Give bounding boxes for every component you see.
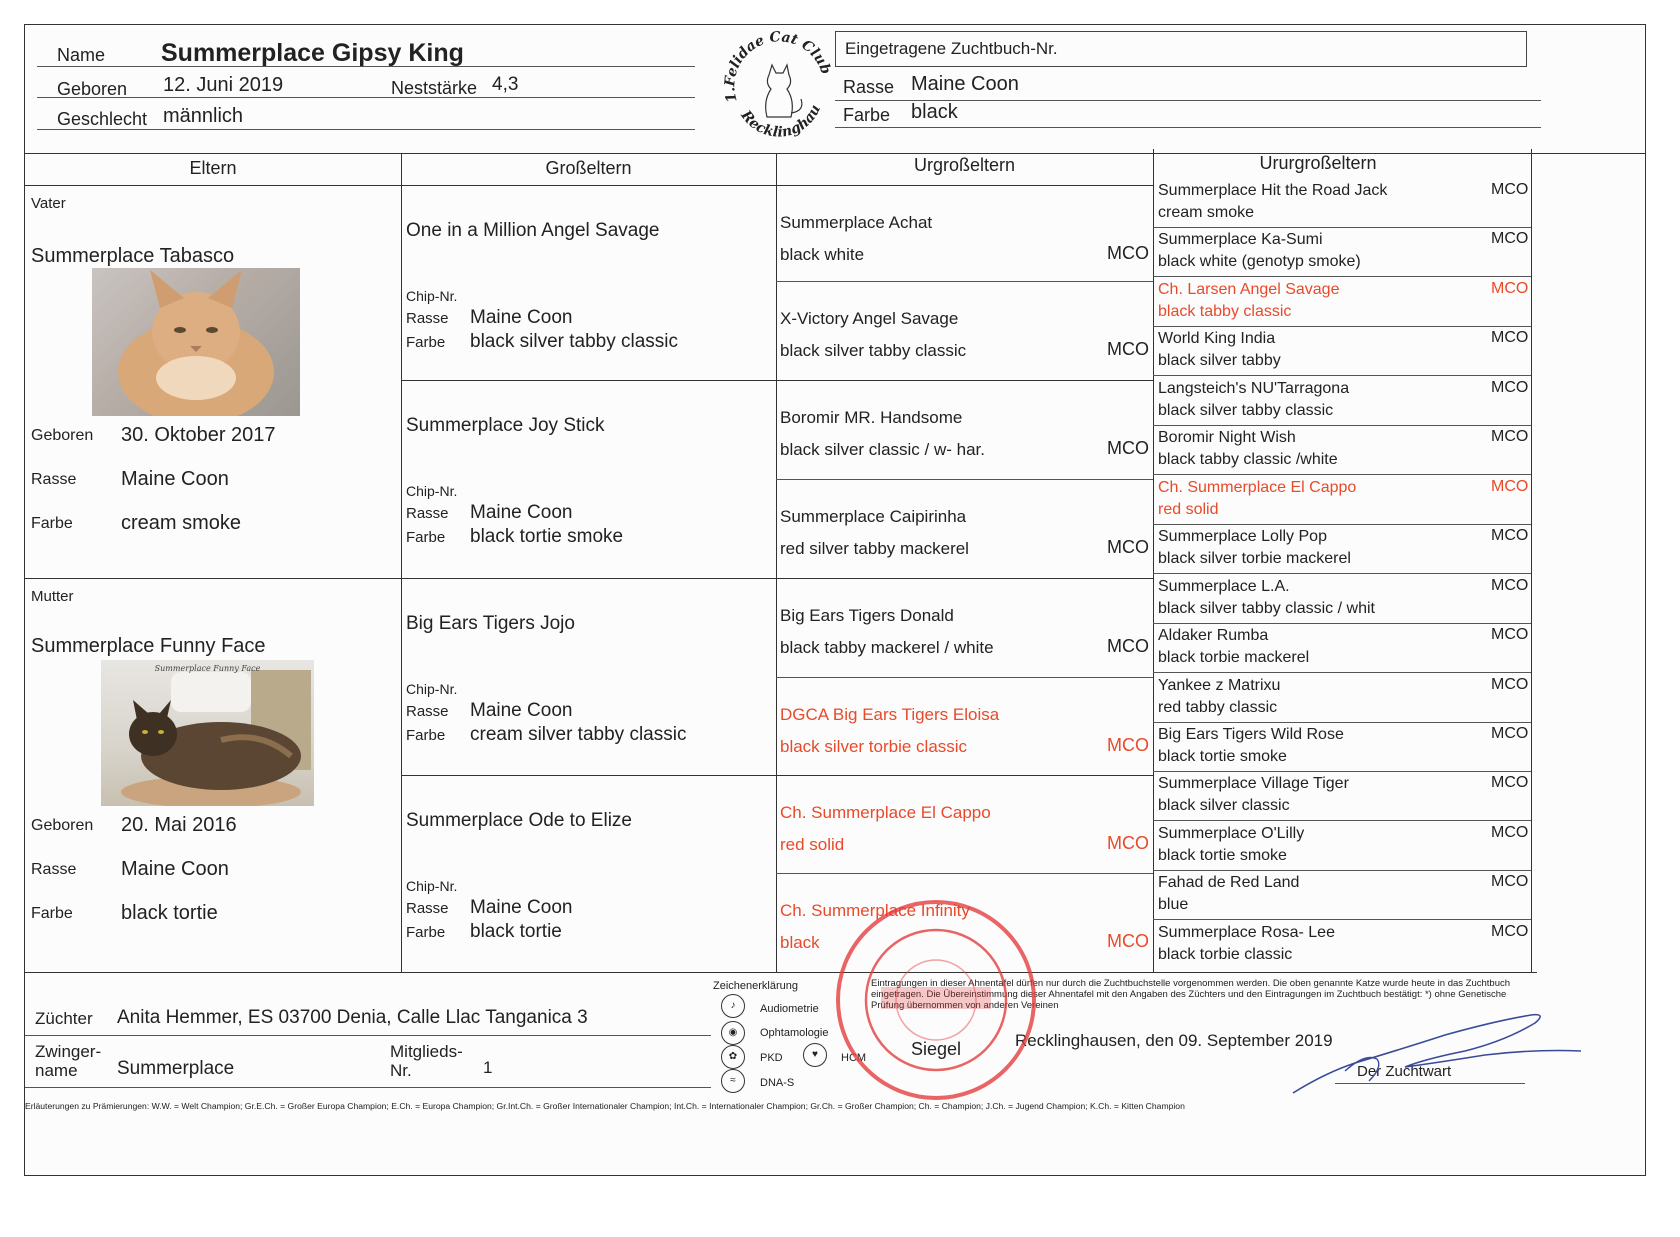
sire-photo xyxy=(92,268,300,416)
sex-value: männlich xyxy=(163,105,244,127)
great-grandparent-breed: MCO xyxy=(1107,833,1149,853)
great-grandparent-breed: MCO xyxy=(1107,636,1149,656)
great-grandparent-color: red silver tabby mackerel xyxy=(780,539,969,558)
great-grandparent-breed: MCO xyxy=(1107,931,1149,951)
grandparent-breed: Maine Coon xyxy=(470,502,573,523)
dam-name: Summerplace Funny Face xyxy=(31,635,266,657)
great-great-grandparent-name: Langsteich's NU'Tarragona xyxy=(1158,379,1350,397)
great-grandparent-name: X-Victory Angel Savage xyxy=(780,309,959,328)
row-divider xyxy=(1153,672,1531,673)
great-great-grandparent-breed: MCO xyxy=(1491,181,1529,198)
great-great-grandparent-breed: MCO xyxy=(1491,626,1529,644)
grandparent-color-label: Farbe xyxy=(406,727,446,744)
row-divider xyxy=(1153,326,1531,327)
great-great-grandparent-color: blue xyxy=(1158,896,1189,914)
dam-born-label: Geboren xyxy=(31,817,94,834)
sire-role: Vater xyxy=(31,195,66,212)
great-grandparent-breed: MCO xyxy=(1107,339,1149,359)
svg-text:1.Felidae Cat Club e.V. xyxy=(717,31,834,104)
grandparent-breed: Maine Coon xyxy=(470,897,573,918)
dam-photo xyxy=(101,660,314,806)
great-great-grandparent-breed: MCO xyxy=(1491,279,1529,297)
great-great-grandparent-name: Fahad de Red Land xyxy=(1158,874,1300,892)
grandparent-color: black tortie smoke xyxy=(470,526,624,547)
great-grandparent-breed: MCO xyxy=(1107,537,1149,557)
sire-name: Summerplace Tabasco xyxy=(31,245,235,267)
great-great-grandparent-breed: MCO xyxy=(1491,527,1529,545)
great-great-grandparent-breed: MCO xyxy=(1491,823,1529,841)
great-great-grandparent-color: black silver classic xyxy=(1158,797,1290,815)
great-great-grandparent-breed: MCO xyxy=(1491,230,1529,248)
row-divider xyxy=(1153,375,1531,376)
great-great-grandparent-name: Summerplace Ka-Sumi xyxy=(1158,231,1323,249)
grandparent-chip-label: Chip-Nr. xyxy=(406,681,458,697)
grandparent-name: Summerplace Joy Stick xyxy=(406,415,605,436)
great-grandparent-name: Summerplace Caipirinha xyxy=(780,507,967,526)
grandparent-breed: Maine Coon xyxy=(470,307,573,328)
registry-label: Eingetragene Zuchtbuch-Nr. xyxy=(845,39,1058,58)
great-grandparent-color: black xyxy=(780,933,820,952)
dna-icon: ≈ xyxy=(721,1069,745,1093)
great-great-grandparent-color: black tortie smoke xyxy=(1158,747,1287,765)
grandparent-chip-label: Chip-Nr. xyxy=(406,288,458,304)
dam-photo-caption: Summerplace Funny Face xyxy=(154,664,261,673)
great-great-grandparent-breed: MCO xyxy=(1491,724,1529,742)
great-great-grandparent-name: Big Ears Tigers Wild Rose xyxy=(1158,725,1344,743)
legend-hcm: HCM xyxy=(841,1052,867,1064)
great-grandparent-color: black silver classic / w- har. xyxy=(780,440,985,459)
great-grandparent-name: Ch. Summerplace Infinity xyxy=(780,901,970,920)
legend-pkd: PKD xyxy=(760,1052,783,1064)
dam-color-label: Farbe xyxy=(31,905,73,922)
row-divider xyxy=(1153,771,1531,772)
breed-label: Rasse xyxy=(843,77,895,97)
column-great-grandparents: Urgroßeltern xyxy=(913,155,1016,175)
cat-silhouette-icon xyxy=(766,65,802,117)
dam-role: Mutter xyxy=(31,588,74,605)
great-great-grandparent-color: red tabby classic xyxy=(1158,698,1278,716)
row-divider xyxy=(1153,573,1531,574)
litter-value: 4,3 xyxy=(492,74,519,95)
signature-label: Der Zuchtwart xyxy=(1357,1063,1452,1080)
row-divider xyxy=(1153,820,1531,821)
great-great-grandparent-color: black tabby classic /white xyxy=(1158,451,1338,469)
row-divider xyxy=(1153,623,1531,624)
grandparent-breed-label: Rasse xyxy=(406,900,449,917)
great-grandparent-color: black silver torbie classic xyxy=(780,737,968,756)
born-label: Geboren xyxy=(57,79,128,99)
great-great-grandparent-breed: MCO xyxy=(1491,428,1529,446)
great-great-grandparent-name: Aldaker Rumba xyxy=(1158,627,1269,645)
great-great-grandparent-color: cream smoke xyxy=(1158,204,1255,221)
great-great-grandparent-color: black silver tabby xyxy=(1158,352,1281,370)
great-grandparent-color: black silver tabby classic xyxy=(780,341,967,360)
row-divider xyxy=(1153,425,1531,426)
grandparent-color-label: Farbe xyxy=(406,529,446,546)
great-grandparent-breed: MCO xyxy=(1107,438,1149,458)
dam-color: black tortie xyxy=(121,902,218,924)
club-logo xyxy=(717,31,837,151)
great-grandparent-breed: MCO xyxy=(1107,243,1149,263)
sire-breed-label: Rasse xyxy=(31,471,77,488)
great-great-grandparent-color: black white (genotyp smoke) xyxy=(1158,253,1361,271)
great-great-grandparent-breed: MCO xyxy=(1491,477,1529,495)
grandparent-name: One in a Million Angel Savage xyxy=(406,220,660,241)
grandparent-color: black tortie xyxy=(470,921,562,942)
great-great-grandparent-color: red solid xyxy=(1158,500,1219,518)
great-great-grandparent-breed: MCO xyxy=(1491,922,1529,940)
great-grandparent-breed: MCO xyxy=(1107,735,1149,755)
great-great-grandparent-breed: MCO xyxy=(1491,329,1529,347)
breeder-value: Anita Hemmer, ES 03700 Denia, Calle Llac Tanganica 3 xyxy=(117,1007,588,1028)
cattery-label xyxy=(35,1042,101,1080)
grandparent-breed-label: Rasse xyxy=(406,310,449,327)
great-great-grandparent-name: Summerplace L.A. xyxy=(1158,577,1290,595)
great-grandparent-color: black tabby mackerel / white xyxy=(780,638,994,657)
grandparent-breed-label: Rasse xyxy=(406,703,449,720)
column-parents: Eltern xyxy=(189,158,237,178)
dam-breed-label: Rasse xyxy=(31,861,77,878)
dam-breed: Maine Coon xyxy=(121,858,229,880)
grandparent-name: Summerplace Ode to Elize xyxy=(406,810,632,831)
great-great-grandparent-name: Ch. Summerplace El Cappo xyxy=(1158,478,1357,496)
row-divider xyxy=(1153,227,1531,228)
ophtamologie-icon: ◉ xyxy=(721,1021,745,1045)
pkd-icon: ✿ xyxy=(721,1045,745,1069)
club-stamp-icon xyxy=(831,895,1041,1105)
great-great-grandparent-color: black torbie classic xyxy=(1158,945,1293,963)
great-grandparent-color: red solid xyxy=(780,835,845,854)
great-great-grandparent-color: black silver tabby classic / whit xyxy=(1158,599,1375,617)
member-label-2: Nr. xyxy=(390,1061,412,1080)
breed-value: Maine Coon xyxy=(911,73,1019,95)
great-great-grandparent-color: black silver torbie mackerel xyxy=(1158,550,1351,568)
legend-title: Zeichenerklärung xyxy=(713,980,798,992)
grandparent-breed: Maine Coon xyxy=(470,700,573,721)
grandparent-color-label: Farbe xyxy=(406,334,446,351)
great-great-grandparent-name: Boromir Night Wish xyxy=(1158,429,1296,447)
color-value: black xyxy=(911,101,958,123)
great-great-grandparent-breed: MCO xyxy=(1491,774,1529,792)
pedigree-certificate xyxy=(24,24,1646,1176)
great-grandparent-color: black white xyxy=(780,245,865,264)
certification-notice: Eintragungen in dieser Ahnentafel dürfen nur durch die Zuchtbuchstelle vorgenommen werden. Die oben genannte Katze wurde heute in das Zuchtbuch eingetragen. Die Übereinstimmung dieser Ahnentafel mit den Angaben des Züchters und den Eintragungen im Zuchtbuch bestätigt: *) ohne Genetische Prüfung übernommen von anderen Vereinen xyxy=(871,978,1511,1011)
color-label: Farbe xyxy=(843,105,891,125)
member-label-1: Mitglieds- xyxy=(390,1042,463,1061)
place-date: Recklinghausen, den 09. September 2019 xyxy=(1015,1031,1333,1050)
great-great-grandparent-color: black tortie smoke xyxy=(1158,846,1287,864)
sire-born-label: Geboren xyxy=(31,427,94,444)
legend-ophtamologie: Ophtamologie xyxy=(760,1027,829,1039)
row-divider xyxy=(1153,524,1531,525)
column-grandparents: Großeltern xyxy=(545,158,632,178)
sire-color-label: Farbe xyxy=(31,515,73,532)
great-great-grandparent-name: Summerplace O'Lilly xyxy=(1158,824,1305,842)
abbreviations-note: Erläuterungen zu Prämierungen: W.W. = Welt Champion; Gr.E.Ch. = Großer Europa Champion; E.Ch. = Europa Champion; Gr.Int.Ch. = Großer Internationaler Champion; Int.Ch. = Internationaler Champion; Gr.Ch. = Großer Champion; Ch. = Champion; J.Ch. = Jugend Champion; K.Ch. = Kitten Champion xyxy=(25,1101,1185,1111)
great-great-grandparent-name: Summerplace Hit the Road Jack xyxy=(1158,182,1388,199)
hcm-icon: ♥ xyxy=(803,1043,827,1067)
litter-label: Neststärke xyxy=(391,78,478,98)
dam-born: 20. Mai 2016 xyxy=(121,814,237,836)
grandparent-chip-label: Chip-Nr. xyxy=(406,483,458,499)
audiometrie-icon: ♪ xyxy=(721,994,745,1018)
great-great-grandparent-breed: MCO xyxy=(1491,576,1529,594)
great-great-grandparent-breed: MCO xyxy=(1491,873,1529,891)
great-great-grandparent-color: black tabby classic xyxy=(1158,302,1292,320)
legend-audiometrie: Audiometrie xyxy=(760,1003,819,1015)
great-grandparent-name: Summerplace Achat xyxy=(780,213,933,232)
great-great-grandparent-breed: MCO xyxy=(1491,378,1529,396)
cat-name: Summerplace Gipsy King xyxy=(161,39,464,67)
grandparent-color-label: Farbe xyxy=(406,924,446,941)
sire-color: cream smoke xyxy=(121,512,242,534)
member-label xyxy=(390,1042,463,1080)
great-great-grandparent-name: Summerplace Lolly Pop xyxy=(1158,528,1327,546)
grandparent-color: cream silver tabby classic xyxy=(470,724,687,745)
cattery-label-2: name xyxy=(35,1061,78,1080)
great-grandparent-name: DGCA Big Ears Tigers Eloisa xyxy=(780,705,1000,724)
row-divider xyxy=(1153,722,1531,723)
cattery-label-1: Zwinger- xyxy=(35,1042,102,1061)
club-logo-text-top: 1.Felidae Cat Club xyxy=(722,31,834,104)
great-great-grandparent-color: black silver tabby classic xyxy=(1158,401,1334,419)
row-divider xyxy=(1153,276,1531,277)
legend-dna: DNA-S xyxy=(760,1077,795,1089)
great-great-grandparent-breed: MCO xyxy=(1491,675,1529,693)
grandparent-breed-label: Rasse xyxy=(406,505,449,522)
great-great-grandparent-name: Ch. Larsen Angel Savage xyxy=(1158,280,1340,298)
seal-label: Siegel xyxy=(911,1039,962,1059)
grandparent-chip-label: Chip-Nr. xyxy=(406,878,458,894)
club-logo-text-bottom: Recklinghau xyxy=(737,102,825,141)
sire-born: 30. Oktober 2017 xyxy=(121,424,276,446)
member-value: 1 xyxy=(483,1058,493,1077)
cattery-value: Summerplace xyxy=(117,1058,235,1079)
born-value: 12. Juni 2019 xyxy=(163,74,284,96)
row-divider xyxy=(1153,474,1531,475)
row-divider xyxy=(1153,919,1531,920)
great-great-grandparent-name: Yankee z Matrixu xyxy=(1158,676,1281,694)
row-divider xyxy=(1153,870,1531,871)
great-great-grandparent-name: Summerplace Village Tiger xyxy=(1158,775,1349,793)
name-label: Name xyxy=(57,45,106,65)
grandparent-name: Big Ears Tigers Jojo xyxy=(406,613,575,634)
breeder-label: Züchter xyxy=(35,1009,93,1028)
great-grandparent-name: Big Ears Tigers Donald xyxy=(780,606,954,625)
column-great-great-grandparents: Ururgroßeltern xyxy=(1259,153,1377,173)
sire-breed: Maine Coon xyxy=(121,468,229,490)
great-great-grandparent-color: black torbie mackerel xyxy=(1158,649,1310,667)
grandparent-color: black silver tabby classic xyxy=(470,331,679,352)
sex-label: Geschlecht xyxy=(57,109,148,129)
signature-icon xyxy=(1285,993,1585,1103)
great-grandparent-name: Boromir MR. Handsome xyxy=(780,408,963,427)
great-great-grandparent-name: Summerplace Rosa- Lee xyxy=(1158,923,1335,941)
great-great-grandparent-name: World King India xyxy=(1158,330,1276,348)
great-grandparent-name: Ch. Summerplace El Cappo xyxy=(780,803,991,822)
